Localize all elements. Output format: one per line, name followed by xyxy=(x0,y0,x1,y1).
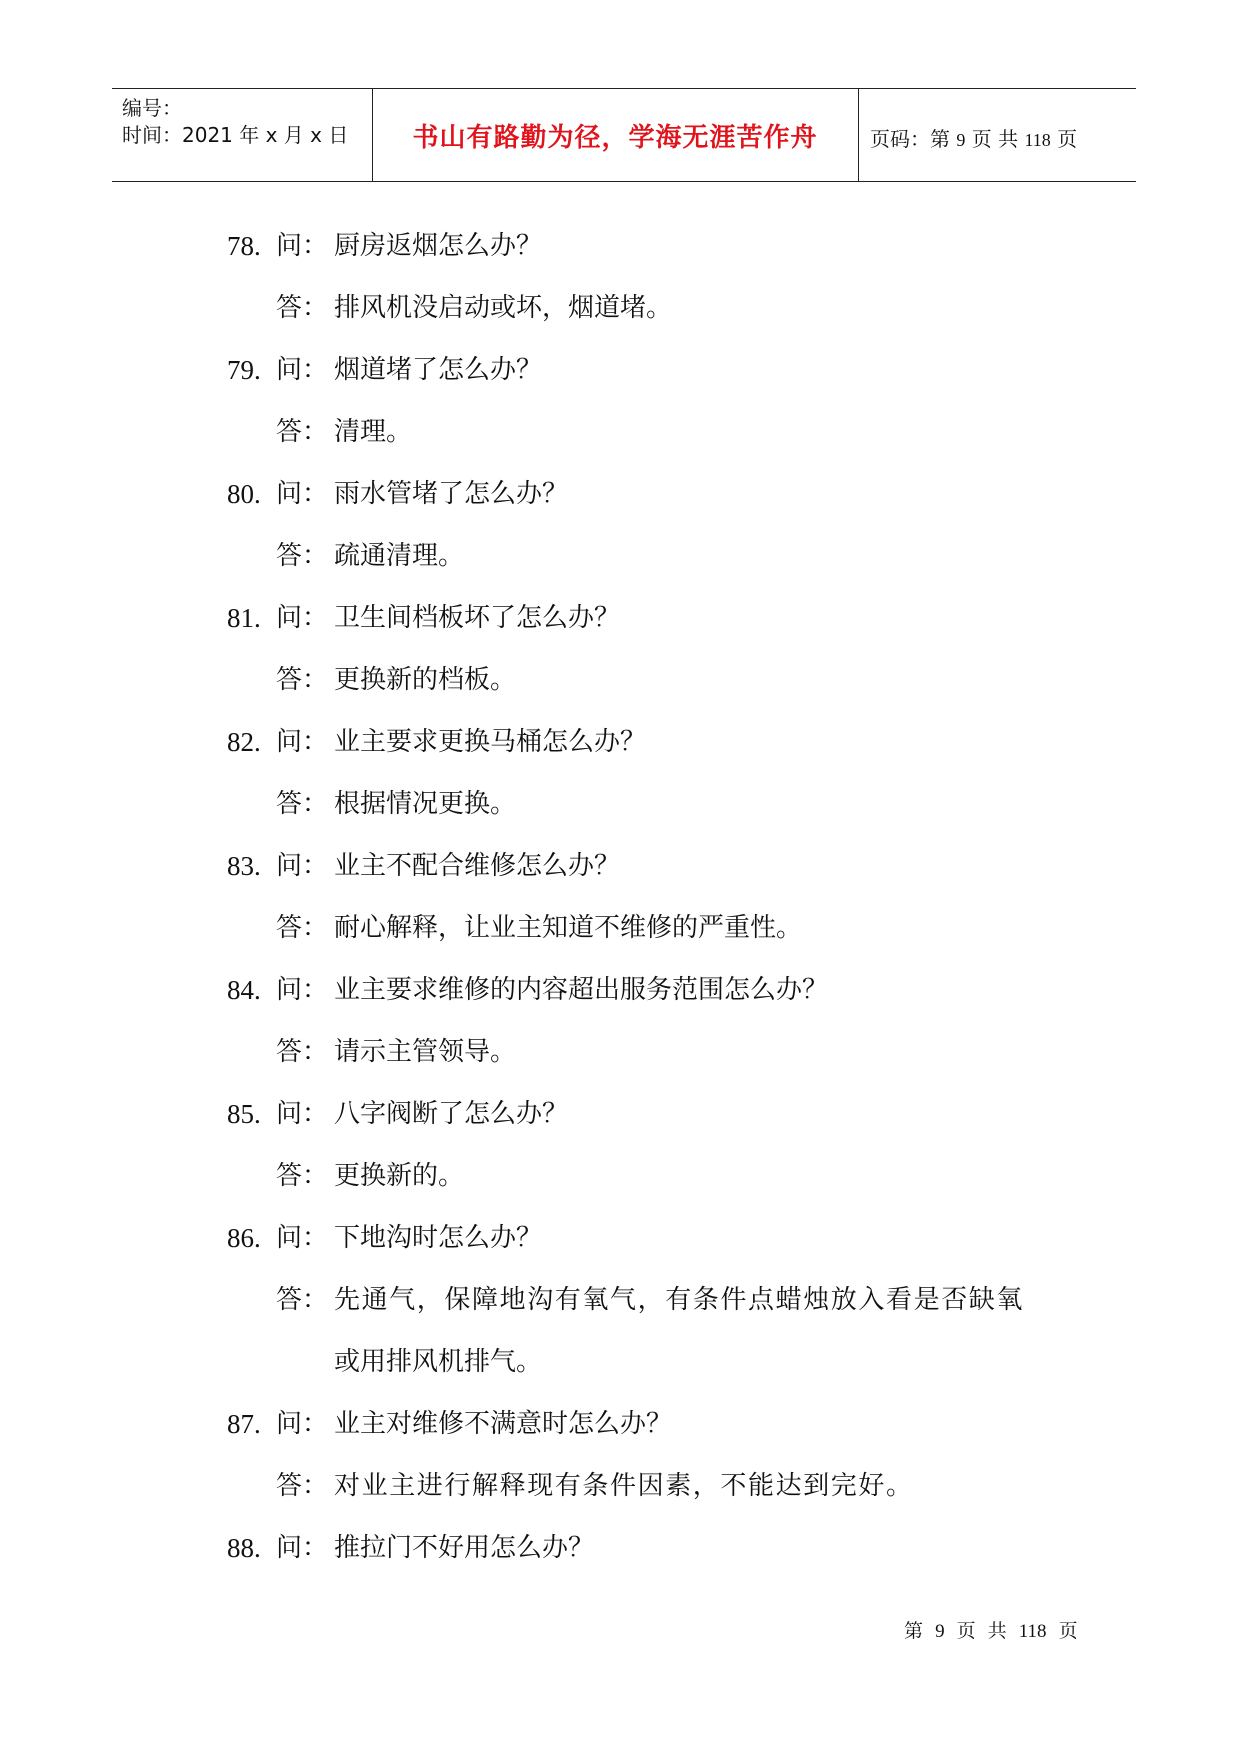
answer-text: 更换新的档板。 xyxy=(334,665,517,695)
question-label: 问： xyxy=(276,479,329,509)
question-number: 81. xyxy=(227,603,261,633)
page-code-prefix: 页码：第 xyxy=(870,127,950,151)
question-number: 85. xyxy=(227,1099,261,1129)
page-code-suffix: 页 xyxy=(1057,127,1078,151)
question-label: 问： xyxy=(276,1099,329,1129)
answer-label: 答： xyxy=(276,789,329,819)
footer-current-page: 9 xyxy=(935,1621,945,1642)
answer-text: 清理。 xyxy=(334,417,413,447)
page-code-mid: 页 共 xyxy=(971,127,1019,151)
question-text: 厨房返烟怎么办？ xyxy=(334,231,543,261)
answer-label: 答： xyxy=(276,913,329,943)
footer-page-word: 页 xyxy=(956,1620,976,1642)
question-label: 问： xyxy=(276,851,329,881)
document-header xyxy=(112,88,1136,182)
answer-label: 答： xyxy=(276,417,329,447)
answer-label: 答： xyxy=(276,541,329,571)
question-number: 82. xyxy=(227,727,261,757)
question-number: 86. xyxy=(227,1223,261,1253)
answer-text: 根据情况更换。 xyxy=(334,789,517,819)
header-meta-cell xyxy=(112,89,373,181)
question-text: 业主对维修不满意时怎么办？ xyxy=(334,1409,673,1439)
answer-label: 答： xyxy=(276,1471,329,1501)
footer-total-pages: 118 xyxy=(1018,1621,1047,1642)
document-time: 时间：2021 年 x 月 x 日 xyxy=(122,123,349,147)
question-number: 88. xyxy=(227,1533,261,1563)
question-text: 业主要求维修的内容超出服务范围怎么办？ xyxy=(334,975,829,1005)
answer-text: 耐心解释，让业主知道不维修的严重性。 xyxy=(334,913,803,943)
question-text: 八字阀断了怎么办？ xyxy=(334,1099,569,1129)
header-page-code xyxy=(870,123,1077,152)
page-code-total: 118 xyxy=(1024,130,1051,150)
motto: 书山有路勤为径，学海无涯苦作舟 xyxy=(412,123,818,153)
question-label: 问： xyxy=(276,231,329,261)
answer-text: 对业主进行解释现有条件因素，不能达到完好。 xyxy=(334,1471,914,1501)
answer-text: 排风机没启动或坏，烟道堵。 xyxy=(334,293,673,323)
answer-label: 答： xyxy=(276,1161,329,1191)
answer-text: 疏通清理。 xyxy=(334,541,465,571)
answer-label: 答： xyxy=(276,293,329,323)
footer-suffix: 页 xyxy=(1058,1620,1078,1642)
header-motto-cell xyxy=(372,89,859,181)
document-number-label: 编号： xyxy=(122,96,182,120)
question-label: 问： xyxy=(276,1533,329,1563)
footer-total-word: 共 xyxy=(987,1620,1007,1642)
page-footer xyxy=(904,1616,1078,1643)
question-label: 问： xyxy=(276,975,329,1005)
answer-text: 请示主管领导。 xyxy=(334,1037,517,1067)
answer-text: 或用排风机排气。 xyxy=(334,1347,543,1377)
question-number: 87. xyxy=(227,1409,261,1439)
question-number: 79. xyxy=(227,355,261,385)
question-label: 问： xyxy=(276,727,329,757)
answer-label: 答： xyxy=(276,1285,329,1315)
question-text: 下地沟时怎么办？ xyxy=(334,1223,543,1253)
question-label: 问： xyxy=(276,1223,329,1253)
question-text: 烟道堵了怎么办？ xyxy=(334,355,543,385)
question-label: 问： xyxy=(276,603,329,633)
question-label: 问： xyxy=(276,355,329,385)
page-code-current: 9 xyxy=(956,130,966,150)
question-text: 卫生间档板坏了怎么办？ xyxy=(334,603,621,633)
answer-label: 答： xyxy=(276,665,329,695)
answer-text: 先通气，保障地沟有氧气，有条件点蜡烛放入看是否缺氧 xyxy=(334,1285,1025,1315)
question-number: 80. xyxy=(227,479,261,509)
question-text: 雨水管堵了怎么办？ xyxy=(334,479,569,509)
answer-text: 更换新的。 xyxy=(334,1161,465,1191)
question-text: 推拉门不好用怎么办？ xyxy=(334,1533,595,1563)
question-number: 84. xyxy=(227,975,261,1005)
question-text: 业主要求更换马桶怎么办？ xyxy=(334,727,647,757)
answer-label: 答： xyxy=(276,1037,329,1067)
question-number: 83. xyxy=(227,851,261,881)
header-page-cell xyxy=(858,89,1136,181)
footer-prefix: 第 xyxy=(904,1620,924,1642)
question-text: 业主不配合维修怎么办？ xyxy=(334,851,621,881)
question-label: 问： xyxy=(276,1409,329,1439)
question-number: 78. xyxy=(227,231,261,261)
